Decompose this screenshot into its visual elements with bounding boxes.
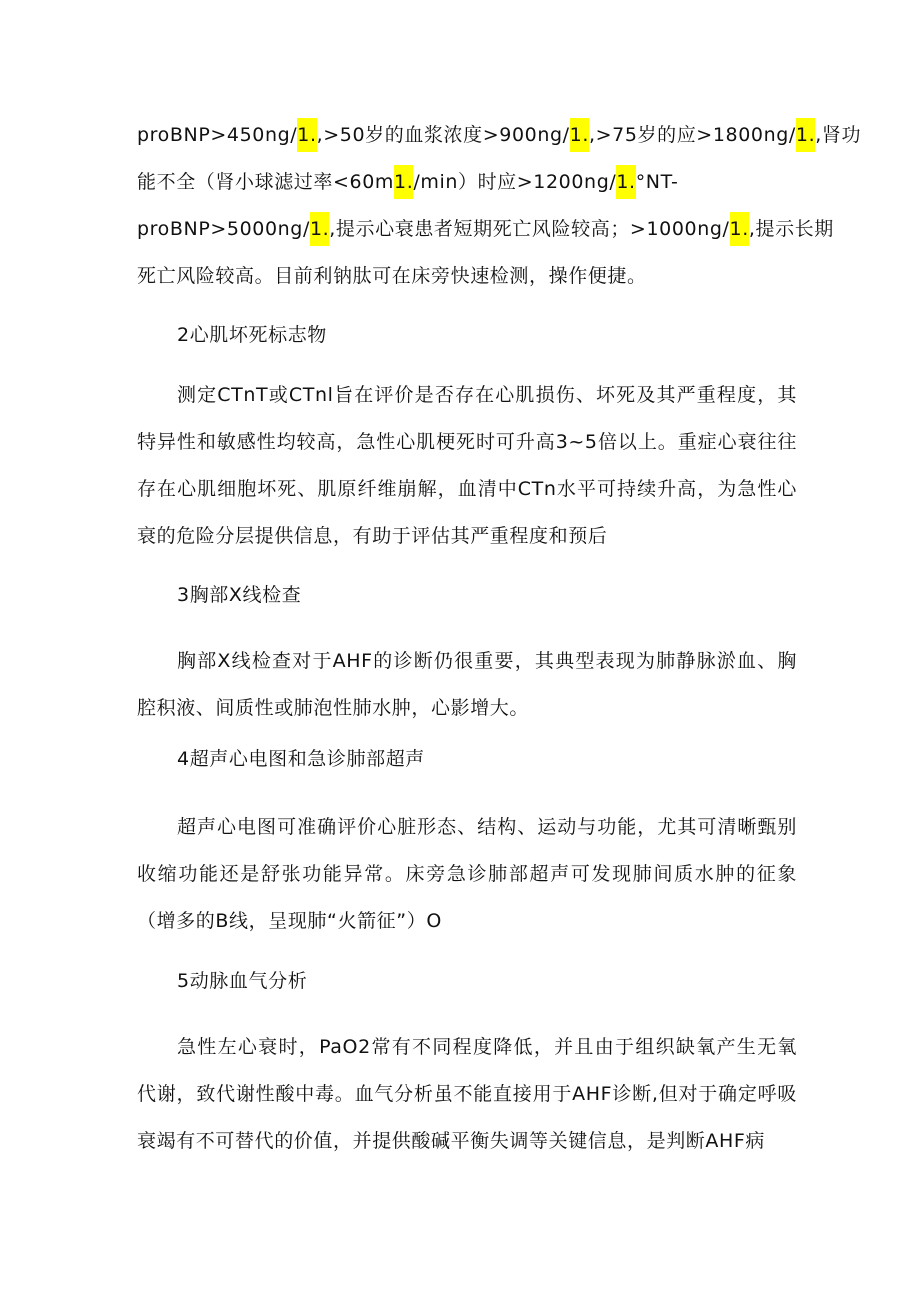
text-run: °NT- bbox=[635, 171, 679, 193]
section-body: 测定CTnT或CTnl旨在评价是否存在心肌损伤、坏死及其严重程度，其特异性和敏感性均较高，急性心肌梗死时可升高3~5倍以上。重症心衰往往存在心肌细胞坏死、肌原纤维崩解，血清中CTn水平可持续升高，为急性心衰的危险分层提供信息，有助于评估其严重程度和预后 bbox=[137, 384, 797, 547]
section-body: 超声心电图可准确评价心脏形态、结构、运动与功能，尤其可清晰甄别收缩功能还是舒张功能异常。床旁急诊肺部超声可发现肺间质水肿的征象（增多的B线，呈现肺“火箭征”）O bbox=[137, 816, 797, 932]
highlighted-text: 1. bbox=[394, 165, 413, 199]
highlighted-text: 1. bbox=[570, 118, 589, 152]
section-body: 急性左心衰时，PaO2常有不同程度降低，并且由于组织缺氧产生无氧代谢，致代谢性酸中毒。血气分析虽不能直接用于AHF诊断,但对于确定呼吸衰竭有不可替代的价值，并提供酸碱平衡失调等关键信息，是判断AHF病 bbox=[137, 1036, 797, 1152]
section-heading: 5动脉血气分析 bbox=[177, 970, 308, 992]
highlighted-text: 1. bbox=[616, 165, 635, 199]
highlighted-text: 1. bbox=[310, 212, 329, 246]
highlighted-text: 1. bbox=[297, 118, 316, 152]
text-run: ,肾功 bbox=[815, 124, 862, 146]
section-heading: 2心肌坏死标志物 bbox=[177, 324, 327, 346]
text-run: ,>50岁的血浆浓度>900ng/ bbox=[316, 124, 570, 146]
paragraph-bnp-thresholds bbox=[137, 112, 862, 300]
text-run: ,>75岁的应>1800ng/ bbox=[588, 124, 796, 146]
section-heading: 3胸部X线检查 bbox=[177, 584, 302, 606]
paragraph-line: 死亡风险较高。目前利钠肽可在床旁快速检测，操作便捷。 bbox=[137, 265, 647, 287]
text-run: /min）时应>1200ng/ bbox=[413, 171, 617, 193]
text-run: proBNP>450ng/ bbox=[137, 124, 298, 146]
paragraph-line bbox=[137, 206, 834, 253]
highlighted-text: 1. bbox=[796, 118, 815, 152]
text-run: 能不全（肾小球滤过率<60m bbox=[137, 171, 395, 193]
text-run: ,提示长期 bbox=[748, 218, 834, 240]
text-run: proBNP>5000ng/ bbox=[137, 218, 310, 240]
highlighted-text: 1. bbox=[730, 212, 749, 246]
paragraph-line bbox=[137, 159, 797, 206]
paragraph-line bbox=[137, 112, 862, 159]
text-run: ,提示心衰患者短期死亡风险较高；>1000ng/ bbox=[329, 218, 730, 240]
section-body: 胸部X线检查对于AHF的诊断仍很重要，其典型表现为肺静脉淤血、胸腔积液、间质性或肺泡性肺水肿，心影增大。 bbox=[137, 650, 797, 719]
section-heading: 4超声心电图和急诊肺部超声 bbox=[177, 748, 425, 770]
